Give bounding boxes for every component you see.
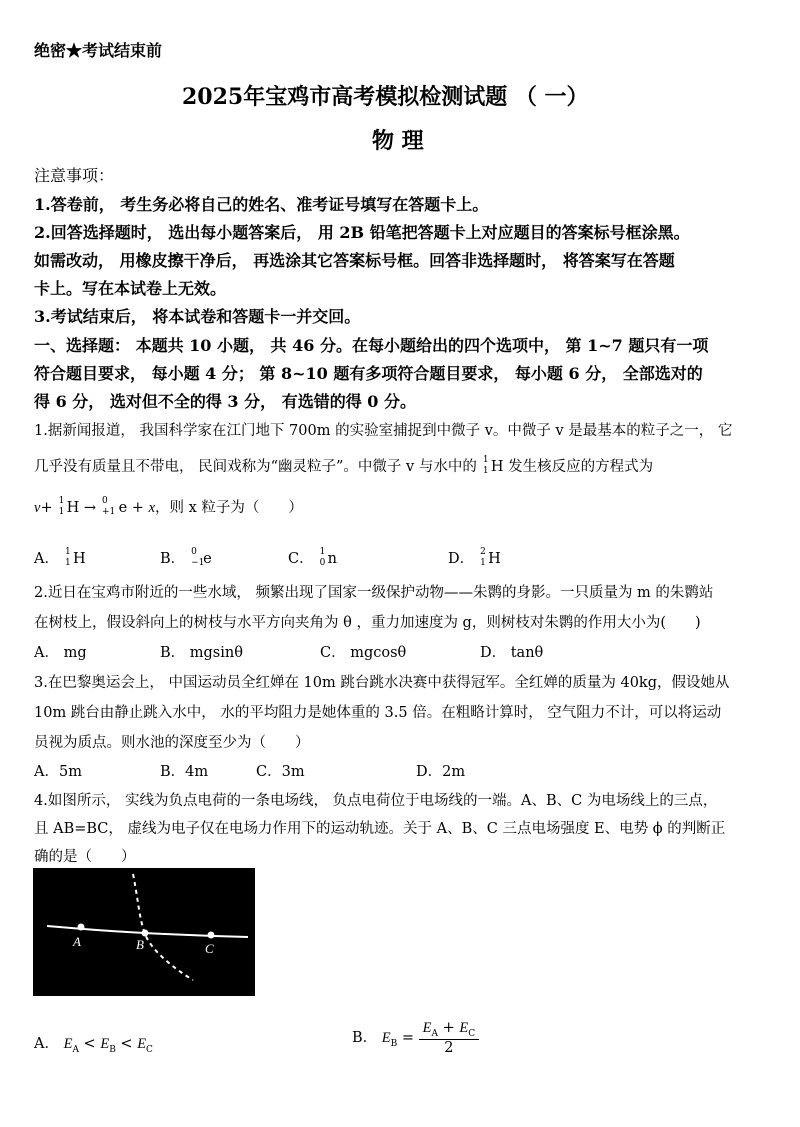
section-instructions-line1: 一、选择题： 本题共 10 小题， 共 46 分。在每小题给出的四个选项中， 第 1~7 题只有一项 [34, 336, 709, 355]
q1-option-c: C． 1 0 n [288, 547, 337, 568]
q3-line1: 3.在巴黎奥运会上， 中国运动员全红婵在 10m 跳台跳水决赛中获得冠军。全红婵的质量为 40kg，假设她从 [34, 675, 730, 691]
q1-option-d: D． 2 1 H [448, 547, 501, 568]
q2-line1: 2.近日在宝鸡市附近的一些水域， 频繁出现了国家一级保护动物——朱鹮的身影。一只质量为 m 的朱鹮站 [34, 585, 714, 601]
q4-option-b: B． $E_B$ = $\frac{E_A + E_C}{2}$ [352, 1020, 479, 1056]
section-instructions-line2: 符合题目要求， 每小题 4 分； 第 8~10 题有多项符合题目要求， 每小题 6 分， 全部选对的 [34, 364, 703, 383]
notice-heading: 注意事项： [34, 166, 115, 185]
electric-field-figure [33, 868, 255, 996]
notice-item-3: 3.考试结束后， 将本试卷和答题卡一并交回。 [34, 307, 361, 326]
q1-line2-text-a: 几乎没有质量且不带电， 民间戏称为“幽灵粒子”。中微子 v 与水中的 [34, 459, 477, 475]
q3-line3: 员视为质点。则水池的深度至少为（ ） [34, 735, 310, 751]
exam-title: 2025年宝鸡市高考模拟检测试题 （ 一） [182, 84, 589, 110]
q1-option-a: A． 1 1 H [34, 547, 86, 568]
q1-equation-tail: ，则 x 粒子为（ ） [155, 500, 303, 516]
q3-option-b: B．4m [160, 764, 209, 780]
point-b [142, 930, 149, 937]
q2-option-b: B． mgsinθ [160, 645, 243, 661]
subject-title: 物 理 [372, 128, 424, 154]
point-c [208, 932, 215, 939]
q3-line2: 10m 跳台由静止跳入水中， 水的平均阻力是她体重的 3.5 倍。在粗略计算时， 空气阻力不计，可以将运动 [34, 705, 722, 721]
point-a [78, 924, 85, 931]
q3-option-d: D．2m [416, 764, 466, 780]
confidential-mark: 绝密★考试结束前 [34, 41, 163, 60]
label-b: B [136, 937, 144, 952]
q1-line2-text-b: H 发生核反应的方程式为 [490, 459, 654, 475]
notice-item-2-line1: 2.回答选择题时， 选出每小题答案后， 用 2B 铅笔把答题卡上对应题目的答案标号框涂黑。 [34, 223, 690, 242]
q3-option-a: A．5m [34, 764, 82, 780]
q2-option-c: C． mgcosθ [320, 645, 407, 661]
q2-option-d: D． tanθ [480, 645, 544, 661]
q4-line3: 确的是（ ） [34, 849, 136, 865]
q4-line1: 4.如图所示， 实线为负点电荷的一条电场线， 负点电荷位于电场线的一端。A、B、C 为电场线上的三点， [34, 793, 718, 809]
q1-equation: v+ 1 1 H → 0 +1 e + x，则 x 粒子为（ ） [34, 496, 303, 517]
label-c: C [205, 941, 214, 956]
q1-option-b: B． 0 −1 e [160, 547, 212, 568]
q4-line2: 且 AB=BC， 虚线为电子仅在电场力作用下的运动轨迹。关于 A、B、C 三点电场强度 E、电势 ϕ 的判断正 [34, 821, 726, 837]
q1-line1: 1.据新闻报道， 我国科学家在江门地下 700m 的实验室捕捉到中微子 v。中微子 v 是最基本的粒子之一， 它 [34, 423, 733, 439]
notice-item-2-line2: 如需改动， 用橡皮擦干净后， 再选涂其它答案标号框。回答非选择题时， 将答案写在答题 [34, 251, 675, 270]
q2-option-a: A． mg [34, 645, 87, 661]
q4-option-a: A． $E_A < E_B < E_C$ [34, 1036, 153, 1055]
notice-item-1: 1.答卷前， 考生务必将自己的姓名、准考证号填写在答题卡上。 [34, 195, 489, 214]
section-instructions-line3: 得 6 分， 选对但不全的得 3 分， 有选错的得 0 分。 [34, 392, 416, 411]
q2-line2: 在树枝上，假设斜向上的树枝与水平方向夹角为 θ ，重力加速度为 g，则树枝对朱鹮的作用大小为( ) [34, 615, 701, 631]
label-a: A [73, 934, 81, 949]
q3-option-c: C．3m [256, 764, 305, 780]
notice-item-2-line3: 卡上。写在本试卷上无效。 [34, 279, 227, 298]
q1-line2: 几乎没有质量且不带电， 民间戏称为“幽灵粒子”。中微子 v 与水中的 1 1 H 发生核反应的方程式为 [34, 455, 654, 476]
